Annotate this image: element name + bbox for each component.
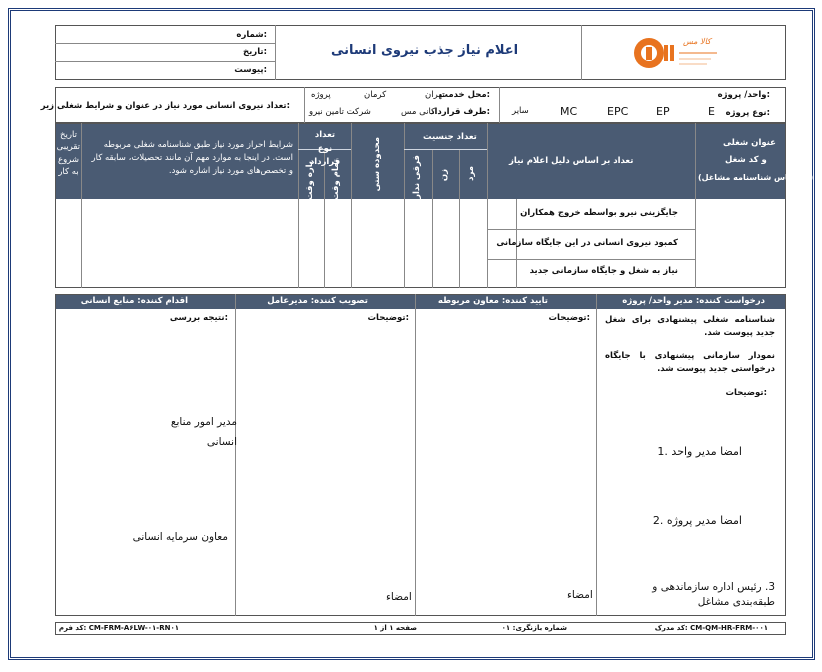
project-type-other[interactable]: سایر	[512, 106, 529, 116]
service-location-label: محل خدمت:	[439, 90, 490, 100]
service-location-kerman[interactable]: کرمان	[364, 90, 387, 100]
approver-signature: امضاء	[386, 591, 412, 603]
requester-header: درخواست کننده: مدیر واحد/ پروژه	[622, 296, 765, 306]
hr-deputy: معاون سرمایه انسانی	[132, 531, 228, 543]
approver-notes-label: توضیحات:	[367, 313, 409, 323]
project-type-ep[interactable]: EP	[656, 105, 670, 118]
reason-shortage: کمبود نیروی انسانی در این جایگاه سازمانی	[496, 238, 678, 248]
attachment-label: پیوست:	[234, 65, 267, 75]
manpower-note: تعداد نیروی انسانی مورد نیاز در عنوان و شرایط شغلی زیر:	[40, 101, 290, 111]
project-type-e[interactable]: E	[708, 105, 715, 118]
contract-party-kani[interactable]: کانی مس	[401, 107, 436, 117]
footer-page: صفحه ۱ از ۱	[373, 624, 417, 632]
contract-part: پاره وقت	[305, 161, 315, 201]
contract-party-label: طرف قرارداد:	[430, 107, 490, 117]
sign-unit-manager: 1. امضا مدیر واحد	[657, 445, 742, 458]
approver-header: تصویب کننده: مدیرعامل	[267, 296, 368, 306]
col-job-ref: (بر اساس شناسنامه مشاغل)	[698, 173, 814, 182]
contract-fixed: تمام وقت	[331, 159, 341, 201]
confirmer-header: تایید کننده: معاون مربوطه	[437, 296, 548, 306]
col-conditions: شرایط احراز مورد نیاز طبق شناسنامه شغلی مربوطه است. در اینجا به موارد مهم آن مانند تحصیلات، سابقه کار و تخصص‌های مورد نیاز اشاره شود.	[91, 140, 293, 177]
reason-new-position: نیاز به شغل و جایگاه سازمانی جدید	[529, 266, 678, 276]
project-type-mc[interactable]: MC	[560, 105, 578, 118]
form-page	[8, 8, 815, 660]
sign-project-manager: 2. امضا مدیر پروژه	[652, 514, 742, 527]
footer-doc-code: کد مدرک: CM-QM-HR-FRM-۰۰۱	[654, 624, 768, 632]
contract-party-supplier[interactable]: شرکت تامین نیرو	[309, 107, 371, 117]
confirmer-signature: امضاء	[567, 589, 593, 601]
requester-item-org-chart: نمودار سازمانی پیشنهادی با جایگاه درخواستی جدید پیوست شد.	[605, 351, 775, 375]
date-label: تاریخ:	[242, 47, 267, 57]
requester-notes-label: توضیحات:	[725, 388, 767, 398]
col-start-date: تاریخ تقریبی شروع به کار	[56, 130, 80, 177]
requester-item-job-id: شناسنامه شغلی پیشنهادی برای شغل جدید پیوست شد.	[605, 315, 775, 339]
number-label: شماره:	[236, 30, 267, 40]
page-title: اعلام نیاز جذب نیروی انسانی	[331, 43, 519, 58]
gender-female: زن	[439, 169, 449, 182]
col-job-title: عنوان شغلی	[723, 138, 776, 148]
col-age-range: محدوده سنی	[372, 137, 382, 192]
logo-text: کالا مس	[683, 37, 711, 46]
confirmer-notes-label: توضیحات:	[548, 313, 590, 323]
col-count-reason: تعداد بر اساس دلیل اعلام نیاز	[509, 156, 634, 166]
actor-header: اقدام کننده: منابع انسانی	[80, 296, 188, 306]
project-type-label: نوع پروژه:	[725, 108, 770, 118]
review-result-label: نتیجه بررسی:	[169, 313, 228, 323]
reason-replacement: جایگزینی نیرو بواسطه خروج همکاران	[520, 208, 678, 218]
sign-org-head: 3. رئیس اداره سازماندهی و طبقه‌بندی مشاغل	[652, 581, 775, 608]
gender-male: مرد	[466, 166, 476, 181]
service-location-tehran[interactable]: تهران	[425, 90, 445, 100]
col-contract-type: تعداد نوع قرارداد	[309, 130, 341, 168]
hr-manager: مدیر امور منابع انسانی	[170, 416, 237, 448]
col-gender-count: تعداد جنسیت	[423, 132, 477, 142]
footer-revision: شماره بازنگری: ۰۱	[501, 624, 567, 632]
service-location-project[interactable]: پروژه	[311, 90, 331, 100]
footer-form-code: کد فرم: CM-FRM-A۶LW-۰۱-RN۰۱	[58, 624, 179, 632]
gender-any: فرقی ندارد	[412, 155, 422, 204]
company-logo	[631, 33, 721, 75]
project-type-epc[interactable]: EPC	[607, 105, 629, 118]
col-job-code: و کد شغل	[725, 155, 767, 165]
unit-label: واحد/ پروژه:	[717, 90, 770, 100]
